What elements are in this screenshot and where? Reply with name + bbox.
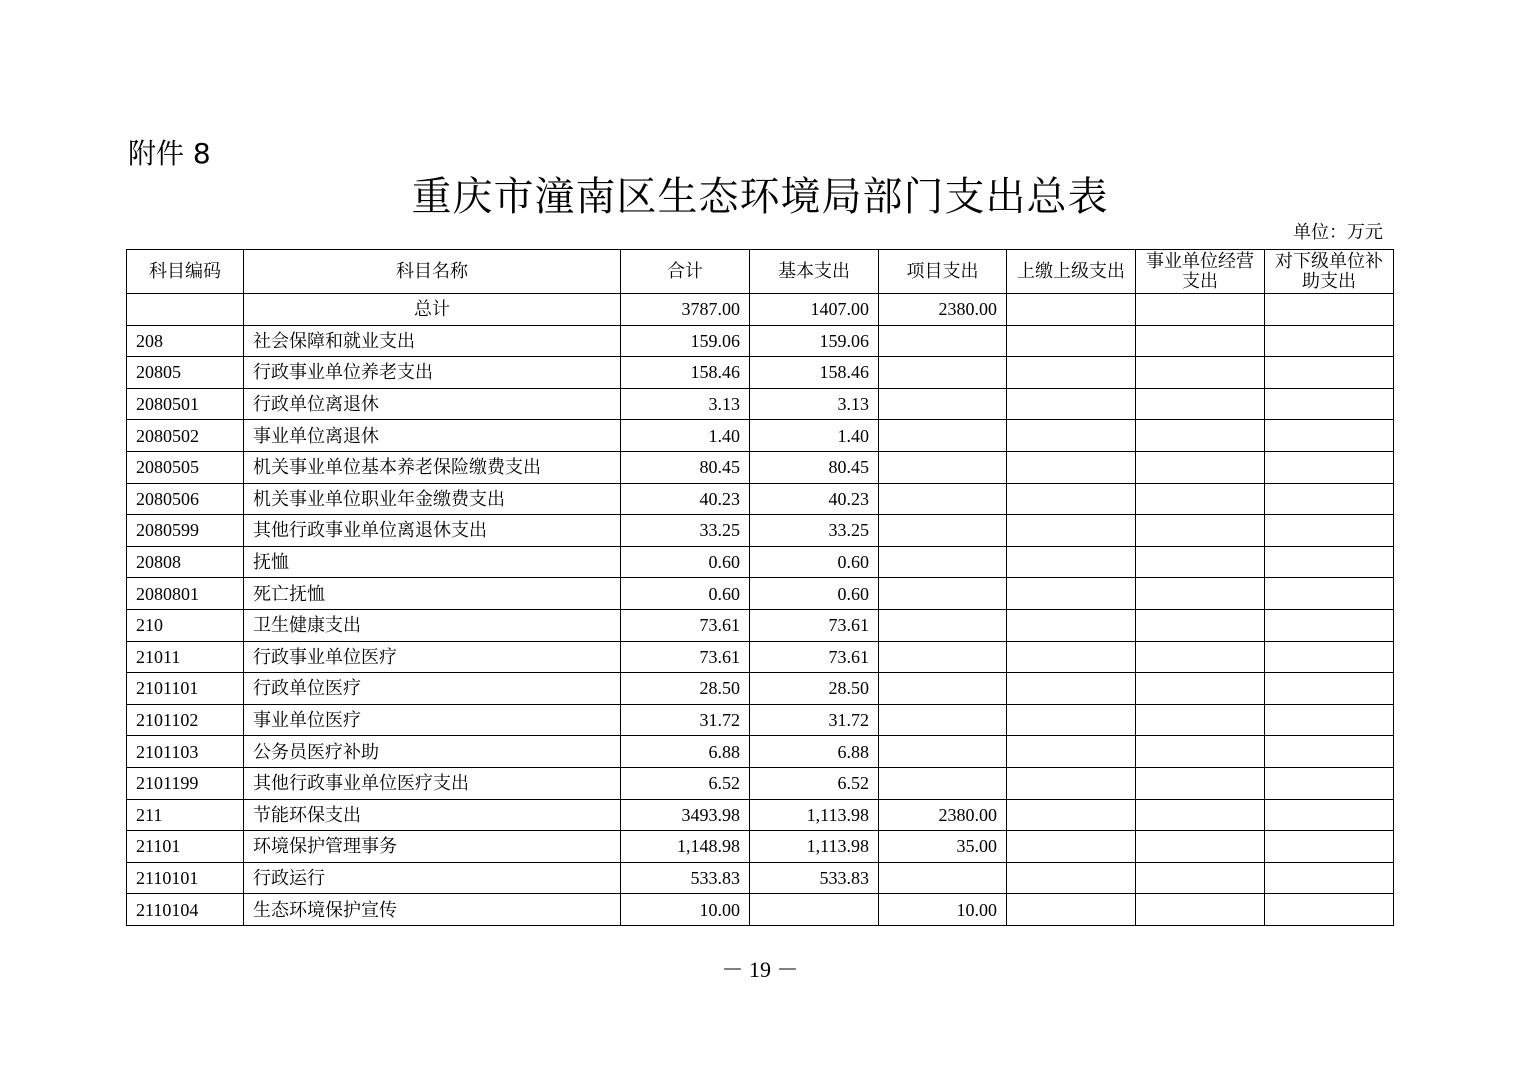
cell-total: 6.52	[621, 767, 750, 799]
table-row	[127, 704, 1394, 736]
cell-basic: 31.72	[750, 704, 879, 736]
table-row	[127, 483, 1394, 515]
cell-code	[127, 294, 244, 326]
cell-basic: 80.45	[750, 451, 879, 483]
cell-subsidy	[1265, 546, 1394, 578]
cell-subsidy	[1265, 483, 1394, 515]
cell-code: 21011	[127, 641, 244, 673]
expenditure-table	[126, 249, 1394, 926]
cell-basic: 158.46	[750, 357, 879, 389]
cell-remit	[1007, 515, 1136, 547]
cell-remit	[1007, 483, 1136, 515]
cell-name: 事业单位离退休	[244, 420, 621, 452]
cell-name: 事业单位医疗	[244, 704, 621, 736]
cell-remit	[1007, 357, 1136, 389]
cell-project	[879, 451, 1007, 483]
cell-name: 环境保护管理事务	[244, 831, 621, 863]
cell-name: 抚恤	[244, 546, 621, 578]
cell-project	[879, 736, 1007, 768]
cell-business	[1136, 641, 1265, 673]
header-project: 项目支出	[879, 250, 1007, 294]
cell-total: 33.25	[621, 515, 750, 547]
cell-subsidy	[1265, 894, 1394, 926]
table-row	[127, 357, 1394, 389]
cell-code: 208	[127, 325, 244, 357]
cell-name: 总计	[244, 294, 621, 326]
cell-business	[1136, 736, 1265, 768]
cell-code: 2110104	[127, 894, 244, 926]
table-row	[127, 767, 1394, 799]
cell-business	[1136, 483, 1265, 515]
cell-total: 1.40	[621, 420, 750, 452]
cell-basic: 33.25	[750, 515, 879, 547]
cell-basic: 159.06	[750, 325, 879, 357]
cell-business	[1136, 799, 1265, 831]
header-remit: 上缴上级支出	[1007, 250, 1136, 294]
cell-business	[1136, 609, 1265, 641]
cell-project	[879, 641, 1007, 673]
header-code: 科目编码	[127, 250, 244, 294]
cell-remit	[1007, 294, 1136, 326]
cell-name: 其他行政事业单位离退休支出	[244, 515, 621, 547]
cell-name: 其他行政事业单位医疗支出	[244, 767, 621, 799]
cell-name: 节能环保支出	[244, 799, 621, 831]
cell-subsidy	[1265, 420, 1394, 452]
cell-name: 社会保障和就业支出	[244, 325, 621, 357]
table-row	[127, 831, 1394, 863]
cell-project	[879, 609, 1007, 641]
cell-total: 0.60	[621, 578, 750, 610]
cell-remit	[1007, 451, 1136, 483]
table-row	[127, 673, 1394, 705]
cell-remit	[1007, 831, 1136, 863]
cell-business	[1136, 388, 1265, 420]
cell-remit	[1007, 609, 1136, 641]
cell-subsidy	[1265, 799, 1394, 831]
cell-code: 20805	[127, 357, 244, 389]
cell-business	[1136, 515, 1265, 547]
cell-business	[1136, 451, 1265, 483]
cell-total: 158.46	[621, 357, 750, 389]
cell-name: 机关事业单位职业年金缴费支出	[244, 483, 621, 515]
cell-basic: 1,113.98	[750, 799, 879, 831]
table-row	[127, 736, 1394, 768]
cell-code: 2110101	[127, 862, 244, 894]
table-row	[127, 799, 1394, 831]
cell-total: 0.60	[621, 546, 750, 578]
cell-project	[879, 546, 1007, 578]
cell-code: 2080501	[127, 388, 244, 420]
total-row	[127, 294, 1394, 326]
cell-subsidy	[1265, 767, 1394, 799]
cell-basic: 533.83	[750, 862, 879, 894]
cell-project	[879, 862, 1007, 894]
cell-code: 21101	[127, 831, 244, 863]
cell-business	[1136, 767, 1265, 799]
cell-name: 卫生健康支出	[244, 609, 621, 641]
cell-total: 31.72	[621, 704, 750, 736]
cell-remit	[1007, 578, 1136, 610]
unit-label: 单位：万元	[1293, 222, 1383, 243]
header-basic: 基本支出	[750, 250, 879, 294]
cell-remit	[1007, 673, 1136, 705]
cell-basic: 6.88	[750, 736, 879, 768]
cell-name: 行政运行	[244, 862, 621, 894]
cell-name: 行政单位医疗	[244, 673, 621, 705]
cell-total: 3787.00	[621, 294, 750, 326]
table-row	[127, 641, 1394, 673]
table-row	[127, 515, 1394, 547]
cell-project	[879, 515, 1007, 547]
cell-basic: 1,113.98	[750, 831, 879, 863]
cell-name: 公务员医疗补助	[244, 736, 621, 768]
cell-basic: 73.61	[750, 641, 879, 673]
cell-code: 20808	[127, 546, 244, 578]
cell-code: 2080506	[127, 483, 244, 515]
cell-name: 行政单位离退休	[244, 388, 621, 420]
cell-project	[879, 673, 1007, 705]
cell-business	[1136, 894, 1265, 926]
table-row	[127, 420, 1394, 452]
cell-code: 2101102	[127, 704, 244, 736]
table-row	[127, 546, 1394, 578]
cell-total: 80.45	[621, 451, 750, 483]
cell-project	[879, 483, 1007, 515]
cell-basic: 3.13	[750, 388, 879, 420]
cell-subsidy	[1265, 515, 1394, 547]
cell-subsidy	[1265, 357, 1394, 389]
cell-code: 2080599	[127, 515, 244, 547]
cell-name: 生态环境保护宣传	[244, 894, 621, 926]
cell-total: 28.50	[621, 673, 750, 705]
cell-project	[879, 420, 1007, 452]
cell-business	[1136, 546, 1265, 578]
header-subsidy: 对下级单位补助支出	[1265, 250, 1394, 294]
cell-subsidy	[1265, 831, 1394, 863]
cell-total: 10.00	[621, 894, 750, 926]
cell-basic: 28.50	[750, 673, 879, 705]
cell-subsidy	[1265, 325, 1394, 357]
cell-business	[1136, 673, 1265, 705]
cell-remit	[1007, 641, 1136, 673]
cell-remit	[1007, 388, 1136, 420]
cell-basic: 6.52	[750, 767, 879, 799]
cell-business	[1136, 862, 1265, 894]
cell-business	[1136, 325, 1265, 357]
cell-total: 6.88	[621, 736, 750, 768]
cell-total: 73.61	[621, 641, 750, 673]
cell-basic: 1.40	[750, 420, 879, 452]
cell-project	[879, 325, 1007, 357]
cell-subsidy	[1265, 736, 1394, 768]
document-title: 重庆市潼南区生态环境局部门支出总表	[411, 174, 1109, 220]
cell-project: 2380.00	[879, 294, 1007, 326]
cell-remit	[1007, 767, 1136, 799]
cell-basic: 73.61	[750, 609, 879, 641]
cell-project	[879, 767, 1007, 799]
header-business: 事业单位经营支出	[1136, 250, 1265, 294]
cell-remit	[1007, 420, 1136, 452]
cell-subsidy	[1265, 673, 1394, 705]
cell-business	[1136, 294, 1265, 326]
header-name: 科目名称	[244, 250, 621, 294]
cell-total: 3.13	[621, 388, 750, 420]
table-row	[127, 609, 1394, 641]
table-header-row	[127, 250, 1394, 294]
cell-remit	[1007, 894, 1136, 926]
cell-name: 机关事业单位基本养老保险缴费支出	[244, 451, 621, 483]
cell-name: 行政事业单位养老支出	[244, 357, 621, 389]
cell-basic: 0.60	[750, 546, 879, 578]
cell-code: 2080505	[127, 451, 244, 483]
cell-business	[1136, 704, 1265, 736]
cell-total: 73.61	[621, 609, 750, 641]
page-number: － 19 －	[721, 957, 799, 982]
cell-subsidy	[1265, 388, 1394, 420]
cell-project	[879, 578, 1007, 610]
cell-basic	[750, 894, 879, 926]
cell-project: 2380.00	[879, 799, 1007, 831]
cell-subsidy	[1265, 609, 1394, 641]
cell-remit	[1007, 704, 1136, 736]
cell-code: 2080502	[127, 420, 244, 452]
table-row	[127, 325, 1394, 357]
cell-remit	[1007, 862, 1136, 894]
cell-subsidy	[1265, 451, 1394, 483]
cell-remit	[1007, 546, 1136, 578]
cell-code: 2101101	[127, 673, 244, 705]
cell-name: 死亡抚恤	[244, 578, 621, 610]
cell-basic: 0.60	[750, 578, 879, 610]
cell-basic: 40.23	[750, 483, 879, 515]
table-row	[127, 862, 1394, 894]
cell-remit	[1007, 736, 1136, 768]
cell-project	[879, 388, 1007, 420]
cell-subsidy	[1265, 641, 1394, 673]
cell-business	[1136, 420, 1265, 452]
cell-project: 10.00	[879, 894, 1007, 926]
cell-remit	[1007, 325, 1136, 357]
cell-total: 533.83	[621, 862, 750, 894]
header-total: 合计	[621, 250, 750, 294]
cell-name: 行政事业单位医疗	[244, 641, 621, 673]
table-row	[127, 578, 1394, 610]
cell-subsidy	[1265, 294, 1394, 326]
cell-code: 2080801	[127, 578, 244, 610]
cell-code: 2101199	[127, 767, 244, 799]
cell-remit	[1007, 799, 1136, 831]
cell-basic: 1407.00	[750, 294, 879, 326]
cell-total: 159.06	[621, 325, 750, 357]
cell-project	[879, 704, 1007, 736]
cell-total: 40.23	[621, 483, 750, 515]
cell-code: 211	[127, 799, 244, 831]
cell-subsidy	[1265, 862, 1394, 894]
cell-total: 3493.98	[621, 799, 750, 831]
cell-project: 35.00	[879, 831, 1007, 863]
table-row	[127, 388, 1394, 420]
cell-subsidy	[1265, 704, 1394, 736]
cell-code: 210	[127, 609, 244, 641]
table-row	[127, 894, 1394, 926]
table-row	[127, 451, 1394, 483]
cell-business	[1136, 578, 1265, 610]
cell-code: 2101103	[127, 736, 244, 768]
cell-business	[1136, 831, 1265, 863]
cell-total: 1,148.98	[621, 831, 750, 863]
cell-subsidy	[1265, 578, 1394, 610]
cell-project	[879, 357, 1007, 389]
attachment-label: 附件 8	[128, 137, 211, 170]
cell-business	[1136, 357, 1265, 389]
